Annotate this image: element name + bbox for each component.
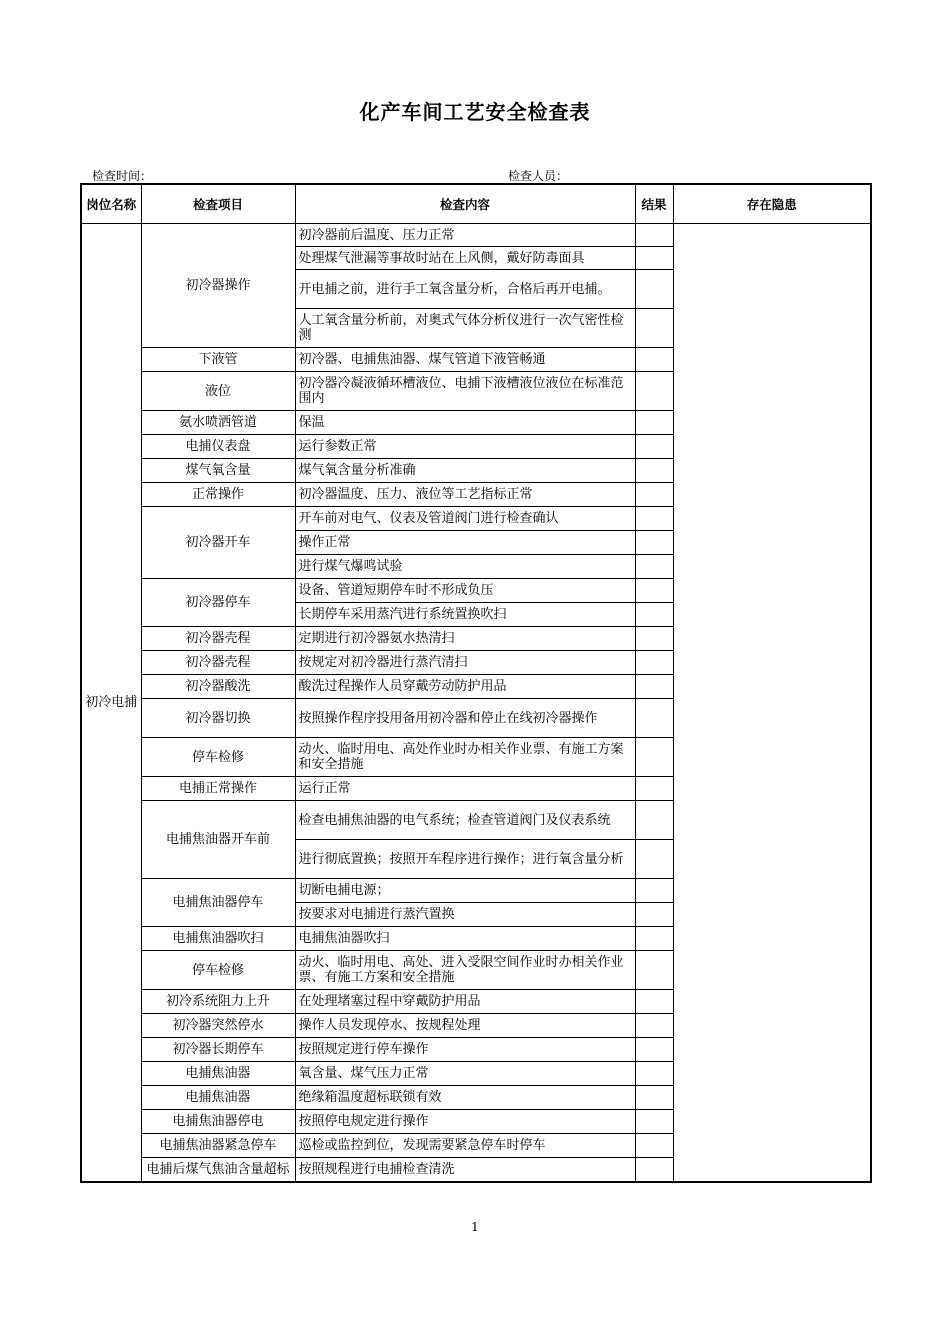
check-content: 初冷器前后温度、压力正常 — [295, 224, 635, 247]
result-cell[interactable] — [635, 309, 673, 348]
check-item: 电捕后煤气焦油含量超标 — [141, 1158, 295, 1182]
check-item: 电捕焦油器吹扫 — [141, 927, 295, 951]
result-cell[interactable] — [635, 1038, 673, 1062]
check-content: 初冷器冷凝液循环槽液位、电捕下液槽液位液位在标准范围内 — [295, 372, 635, 411]
check-content: 运行正常 — [295, 777, 635, 801]
result-cell[interactable] — [635, 483, 673, 507]
check-content: 切断电捕电源； — [295, 879, 635, 903]
check-content: 处理煤气泄漏等事故时站在上风侧，戴好防毒面具 — [295, 247, 635, 270]
result-cell[interactable] — [635, 247, 673, 270]
check-content: 在处理堵塞过程中穿戴防护用品 — [295, 990, 635, 1014]
table-header-row — [81, 184, 871, 224]
check-content: 绝缘箱温度超标联锁有效 — [295, 1086, 635, 1110]
check-item: 电捕焦油器停车 — [141, 879, 295, 927]
check-item: 初冷器突然停水 — [141, 1014, 295, 1038]
inspection-table — [80, 183, 872, 1183]
check-content: 巡检或监控到位，发现需要紧急停车时停车 — [295, 1134, 635, 1158]
check-content: 煤气氧含量分析准确 — [295, 459, 635, 483]
result-cell[interactable] — [635, 951, 673, 990]
check-item: 初冷器壳程 — [141, 651, 295, 675]
result-cell[interactable] — [635, 627, 673, 651]
check-item: 停车检修 — [141, 738, 295, 777]
check-content: 动火、临时用电、高处作业时办相关作业票、有施工方案和安全措施 — [295, 738, 635, 777]
header-content: 检查内容 — [295, 184, 635, 224]
check-content: 初冷器温度、压力、液位等工艺指标正常 — [295, 483, 635, 507]
check-item: 初冷器壳程 — [141, 627, 295, 651]
result-cell[interactable] — [635, 699, 673, 738]
check-content: 按照停电规定进行操作 — [295, 1110, 635, 1134]
result-cell[interactable] — [635, 579, 673, 603]
table-body — [81, 224, 871, 1182]
result-cell[interactable] — [635, 224, 673, 247]
result-cell[interactable] — [635, 411, 673, 435]
hazard-cell[interactable] — [673, 224, 871, 1182]
result-cell[interactable] — [635, 1014, 673, 1038]
check-item: 氨水喷洒管道 — [141, 411, 295, 435]
check-item: 电捕焦油器 — [141, 1062, 295, 1086]
check-content: 酸洗过程操作人员穿戴劳动防护用品 — [295, 675, 635, 699]
header-hazard: 存在隐患 — [673, 184, 871, 224]
page-number: 1 — [471, 1220, 479, 1234]
check-item: 初冷器停车 — [141, 579, 295, 627]
check-content: 运行参数正常 — [295, 435, 635, 459]
check-item: 煤气氧含量 — [141, 459, 295, 483]
check-content: 定期进行初冷器氨水热清扫 — [295, 627, 635, 651]
inspector-label: 检查人员： — [508, 169, 569, 183]
result-cell[interactable] — [635, 1134, 673, 1158]
result-cell[interactable] — [635, 990, 673, 1014]
check-content: 进行煤气爆鸣试验 — [295, 555, 635, 579]
check-item: 电捕焦油器紧急停车 — [141, 1134, 295, 1158]
check-item: 初冷器酸洗 — [141, 675, 295, 699]
check-item: 停车检修 — [141, 951, 295, 990]
check-content: 设备、管道短期停车时不形成负压 — [295, 579, 635, 603]
result-cell[interactable] — [635, 675, 673, 699]
result-cell[interactable] — [635, 879, 673, 903]
check-item: 电捕焦油器开车前 — [141, 801, 295, 879]
check-item: 初冷器开车 — [141, 507, 295, 579]
check-content: 进行彻底置换；按照开车程序进行操作；进行氧含量分析 — [295, 840, 635, 879]
check-content: 开车前对电气、仪表及管道阀门进行检查确认 — [295, 507, 635, 531]
result-cell[interactable] — [635, 603, 673, 627]
check-content: 电捕焦油器吹扫 — [295, 927, 635, 951]
result-cell[interactable] — [635, 1062, 673, 1086]
check-content: 人工氧含量分析前，对奥式气体分析仪进行一次气密性检测 — [295, 309, 635, 348]
result-cell[interactable] — [635, 777, 673, 801]
check-content: 氧含量、煤气压力正常 — [295, 1062, 635, 1086]
check-item: 电捕焦油器 — [141, 1086, 295, 1110]
result-cell[interactable] — [635, 927, 673, 951]
check-content: 操作人员发现停水、按规程处理 — [295, 1014, 635, 1038]
check-content: 长期停车采用蒸汽进行系统置换吹扫 — [295, 603, 635, 627]
result-cell[interactable] — [635, 555, 673, 579]
station-name: 初冷电捕 — [81, 224, 141, 1182]
result-cell[interactable] — [635, 348, 673, 372]
result-cell[interactable] — [635, 801, 673, 840]
header-item: 检查项目 — [141, 184, 295, 224]
check-content: 检查电捕焦油器的电气系统；检查管道阀门及仪表系统 — [295, 801, 635, 840]
check-content: 按规定对初冷器进行蒸汽清扫 — [295, 651, 635, 675]
result-cell[interactable] — [635, 435, 673, 459]
check-item: 液位 — [141, 372, 295, 411]
result-cell[interactable] — [635, 1110, 673, 1134]
check-content: 按照规定进行停车操作 — [295, 1038, 635, 1062]
check-content: 动火、临时用电、高处、进入受限空间作业时办相关作业票、有施工方案和安全措施 — [295, 951, 635, 990]
header-result: 结果 — [635, 184, 673, 224]
check-item: 初冷器长期停车 — [141, 1038, 295, 1062]
check-content: 按要求对电捕进行蒸汽置换 — [295, 903, 635, 927]
check-item: 电捕焦油器停电 — [141, 1110, 295, 1134]
check-content: 按照操作程序投用备用初冷器和停止在线初冷器操作 — [295, 699, 635, 738]
inspection-time-label: 检查时间： — [92, 169, 153, 183]
result-cell[interactable] — [635, 372, 673, 411]
result-cell[interactable] — [635, 738, 673, 777]
table-row — [81, 224, 871, 247]
result-cell[interactable] — [635, 507, 673, 531]
result-cell[interactable] — [635, 270, 673, 309]
result-cell[interactable] — [635, 903, 673, 927]
check-item: 下液管 — [141, 348, 295, 372]
check-content: 开电捕之前，进行手工氧含量分析，合格后再开电捕。 — [295, 270, 635, 309]
check-item: 电捕仪表盘 — [141, 435, 295, 459]
check-item: 正常操作 — [141, 483, 295, 507]
check-item: 电捕正常操作 — [141, 777, 295, 801]
result-cell[interactable] — [635, 840, 673, 879]
check-content: 按照规程进行电捕检查清洗 — [295, 1158, 635, 1182]
check-item: 初冷器切换 — [141, 699, 295, 738]
result-cell[interactable] — [635, 531, 673, 555]
check-item: 初冷系统阻力上升 — [141, 990, 295, 1014]
result-cell[interactable] — [635, 459, 673, 483]
check-item: 初冷器操作 — [141, 224, 295, 348]
check-content: 操作正常 — [295, 531, 635, 555]
result-cell[interactable] — [635, 1158, 673, 1182]
result-cell[interactable] — [635, 1086, 673, 1110]
check-content: 保温 — [295, 411, 635, 435]
check-content: 初冷器、电捕焦油器、煤气管道下液管畅通 — [295, 348, 635, 372]
document-title: 化产车间工艺安全检查表 — [359, 100, 591, 124]
result-cell[interactable] — [635, 651, 673, 675]
header-station: 岗位名称 — [81, 184, 141, 224]
